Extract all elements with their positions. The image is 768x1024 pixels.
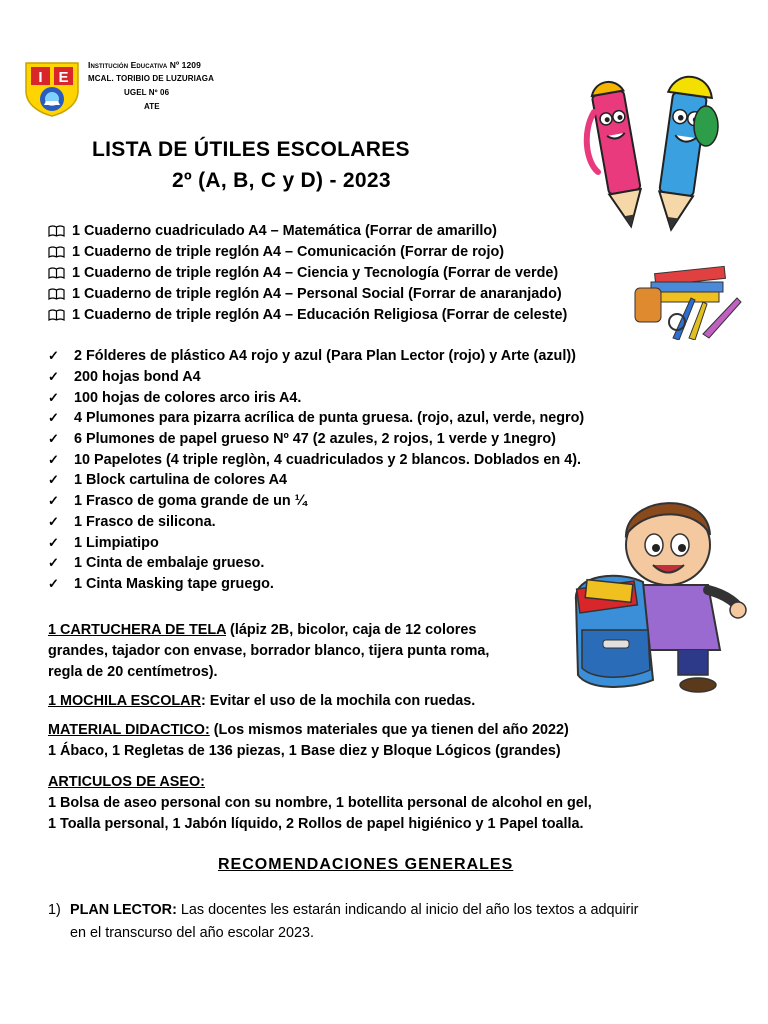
page-subtitle: 2º (A, B, C y D) - 2023 [172, 169, 391, 192]
list-item [48, 429, 584, 450]
material-heading: MATERIAL DIDACTICO: [48, 722, 210, 738]
list-item [48, 262, 567, 283]
check-icon: ✓ [48, 410, 59, 426]
recommendations-title: RECOMENDACIONES GENERALES [218, 856, 514, 873]
list-item [48, 574, 584, 595]
student-backpack-illustration [558, 490, 748, 695]
list-item [48, 553, 584, 574]
notebook-item-text: 1 Cuaderno de triple reglón A4 – Educación Religiosa (Forrar de celeste) [72, 306, 568, 323]
notebook-item-text: 1 Cuaderno de triple reglón A4 – Personal Social (Forrar de anaranjado) [72, 285, 562, 302]
notebook-item-text: 1 Cuaderno de triple reglón A4 – Ciencia y Tecnología (Forrar de verde) [72, 264, 559, 281]
supplies-checklist [48, 346, 584, 594]
school-logo [22, 57, 82, 117]
supply-item-text: 1 Frasco de goma grande de un ¼ [74, 493, 307, 510]
mochila-text: : Evitar el uso de la mochila con ruedas. [200, 693, 476, 709]
recommendation-item [48, 899, 748, 945]
list-item [48, 491, 584, 512]
material-line2: 1 Ábaco, 1 Regletas de 136 piezas, 1 Base diez y Bloque Lógicos (grandes) [48, 743, 561, 759]
aseo-paragraph [48, 772, 592, 835]
list-item [48, 367, 584, 388]
mochila-paragraph [48, 691, 475, 712]
cartuchera-line2: grandes, tajador con envase, borrador blanco, tijera punta roma, [48, 643, 490, 659]
supply-item-text: 1 Cinta de embalaje grueso. [74, 555, 265, 572]
aseo-line1: 1 Bolsa de aseo personal con su nombre, 1 botellita personal de alcohol en gel, [48, 795, 592, 811]
open-book-icon [48, 225, 65, 237]
aseo-line2: 1 Toalla personal, 1 Jabón líquido, 2 Rollos de papel higiénico y 1 Papel toalla. [48, 816, 584, 832]
school-supplies-illustration [633, 262, 745, 340]
mochila-heading: 1 MOCHILA ESCOLAR [48, 693, 201, 709]
material-line1: (Los mismos materiales que ya tienen del año 2022) [209, 722, 569, 738]
check-icon: ✓ [48, 575, 59, 591]
check-icon: ✓ [48, 389, 59, 405]
supply-item-text: 2 Fólderes de plástico A4 rojo y azul (Para Plan Lector (rojo) y Arte (azul)) [74, 348, 576, 365]
list-item [48, 408, 584, 429]
recommendation-number: 1) [48, 902, 61, 918]
supply-item-text: 6 Plumones de papel grueso Nº 47 (2 azules, 2 rojos, 1 verde y 1negro) [74, 431, 556, 448]
check-icon: ✓ [48, 369, 59, 385]
cartuchera-line1: (lápiz 2B, bicolor, caja de 12 colores [226, 622, 477, 638]
institution-name: Institución Educativa Nº 1209 [88, 60, 201, 70]
district-line: ATE [144, 102, 160, 111]
cartuchera-paragraph [48, 620, 548, 683]
supply-item-text: 100 hojas de colores arco iris A4. [74, 389, 302, 406]
supply-item-text: 1 Limpiatipo [74, 534, 159, 551]
supply-item-text: 10 Papelotes (4 triple reglòn, 4 cuadriculados y 2 blancos. Doblados en 4). [74, 451, 582, 468]
supply-item-text: 1 Cinta Masking tape gruego. [74, 575, 274, 592]
list-item [48, 387, 584, 408]
svg-text:I: I [38, 69, 43, 86]
ugel-line: UGEL Nº 06 [124, 88, 170, 97]
list-item [48, 220, 567, 241]
recommendation-line1: Las docentes les estarán indicando al inicio del año los textos a adquirir [176, 902, 639, 918]
supply-item-text: 1 Block cartulina de colores A4 [74, 472, 288, 489]
list-item [48, 283, 567, 304]
list-item [48, 304, 567, 325]
notebook-item-text: 1 Cuaderno de triple reglón A4 – Comunicación (Forrar de rojo) [72, 243, 505, 260]
recommendation-heading: PLAN LECTOR: [70, 902, 177, 918]
page-title: LISTA DE ÚTILES ESCOLARES [92, 138, 410, 161]
notebook-list [48, 220, 567, 325]
list-item [48, 470, 584, 491]
supply-item-text: 4 Plumones para pizarra acrílica de punta gruesa. (rojo, azul, verde, negro) [74, 410, 585, 427]
svg-text:E: E [58, 69, 69, 86]
check-icon: ✓ [48, 534, 59, 550]
check-icon: ✓ [48, 431, 59, 447]
open-book-icon [48, 246, 65, 258]
check-icon: ✓ [48, 513, 59, 529]
open-book-icon [48, 309, 65, 321]
recommendation-line2: en el transcurso del año escolar 2023. [70, 925, 314, 941]
list-item [48, 346, 584, 367]
check-icon: ✓ [48, 472, 59, 488]
list-item [48, 241, 567, 262]
open-book-icon [48, 267, 65, 279]
material-paragraph [48, 720, 569, 762]
check-icon: ✓ [48, 451, 59, 467]
check-icon: ✓ [48, 348, 59, 364]
supply-item-text: 200 hojas bond A4 [74, 369, 201, 386]
notebook-item-text: 1 Cuaderno cuadriculado A4 – Matemática (Forrar de amarillo) [72, 222, 497, 239]
supply-item-text: 1 Frasco de silicona. [74, 513, 216, 530]
check-icon: ✓ [48, 555, 59, 571]
check-icon: ✓ [48, 493, 59, 509]
open-book-icon [48, 288, 65, 300]
cartuchera-line3: regla de 20 centímetros). [48, 664, 218, 680]
cartuchera-heading: 1 CARTUCHERA DE TELA [48, 622, 227, 638]
list-item [48, 449, 584, 470]
institution-patron: MCAL. TORIBIO DE LUZURIAGA [88, 74, 215, 83]
pencils-illustration [580, 62, 720, 232]
list-item [48, 512, 584, 533]
list-item [48, 532, 584, 553]
aseo-heading: ARTICULOS DE ASEO: [48, 774, 205, 790]
